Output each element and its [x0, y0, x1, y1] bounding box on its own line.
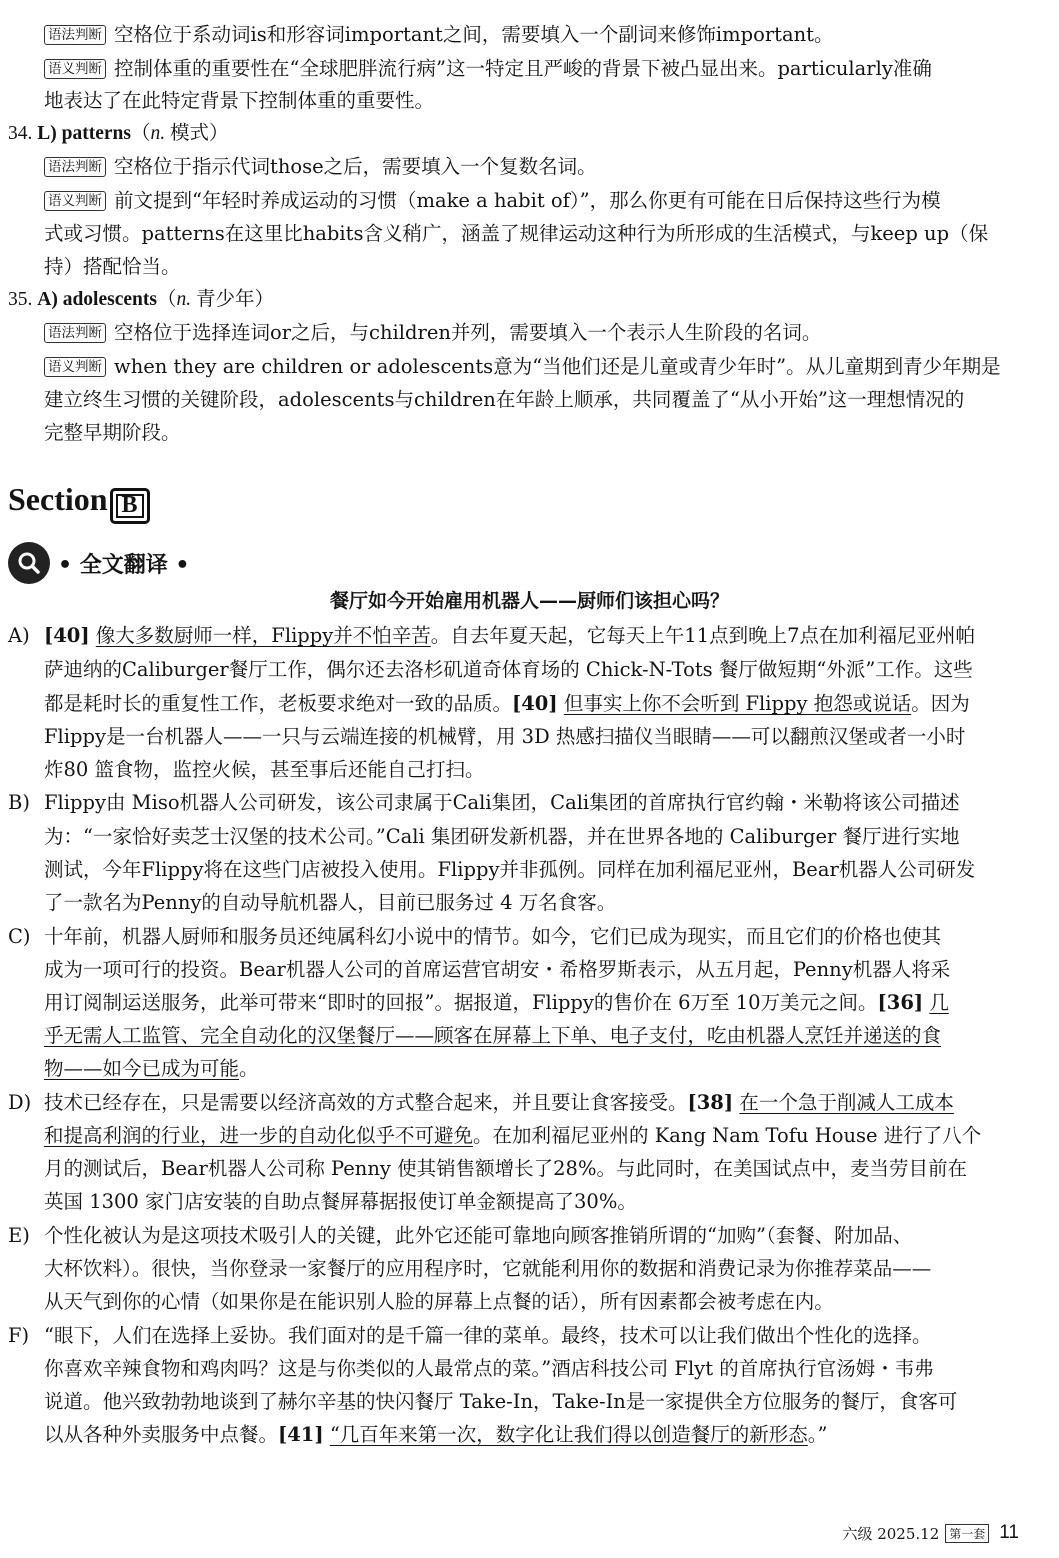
semantic-tag: 语义判断 — [44, 59, 106, 79]
paragraph-a-line: 炸80 篮食物，监控火候，甚至事后还能自己打扫。 — [44, 758, 485, 781]
semantic-tag: 语义判断 — [44, 357, 106, 377]
paragraph-f-line: 以从各种外卖服务中点餐。[41] “几百年来第一次，数字化让我们得以创造餐厅的新形态。” — [44, 1423, 828, 1446]
q34-grammar-line: 语法判断 空格位于指示代词those之后，需要填入一个复数名词。 — [44, 152, 597, 182]
paragraph-a-line: Flippy是一台机器人——一只与云端连接的机械臂，用 3D 热感扫描仪当眼睛——可以翻煎汉堡或者一小时 — [44, 725, 966, 748]
paragraph-a-line: 都是耗时长的重复性工作，老板要求绝对一致的品质。[40] 但事实上你不会听到 Flippy 抱怨或说话。因为 — [44, 692, 970, 715]
paragraph-b-line: Flippy由 Miso机器人公司研发，该公司隶属于Cali集团，Cali集团的首席执行官约翰・米勒将该公司描述 — [44, 791, 960, 814]
q35-semantic-cont: 完整早期阶段。 — [44, 421, 181, 444]
footer-volume: 第一套 — [945, 1524, 989, 1543]
paragraph-f-line: 说道。他兴致勃勃地谈到了赫尔辛基的快闪餐厅 Take-In，Take-In是一家提供全方位服务的餐厅，食客可 — [44, 1390, 958, 1413]
paragraph-c-line: 成为一项可行的投资。Bear机器人公司的首席运营官胡安・希格罗斯表示，从五月起，Penny机器人将采 — [44, 958, 951, 981]
paragraph-b-line: 了一款名为Penny的自动导航机器人，目前已服务过 4 万名食客。 — [44, 891, 617, 914]
paragraph-b-line: 为：“一家恰好卖芝士汉堡的技术公司。”Cali 集团研发新机器，并在世界各地的 Caliburger 餐厅进行实地 — [44, 825, 960, 848]
paragraph-e-line: 从天气到你的心情（如果你是在能识别人脸的屏幕上点餐的话），所有因素都会被考虑在内。 — [44, 1290, 834, 1313]
q35-semantic-cont: 建立终生习惯的关键阶段，adolescents与children在年龄上顺承，共同覆盖了“从小开始”这一理想情况的 — [44, 388, 965, 411]
paragraph-d-line: 英国 1300 家门店安装的自助点餐屏幕据报使订单金额提高了30%。 — [44, 1190, 637, 1213]
magnifier-icon — [8, 542, 50, 584]
paragraph-b-line: 测试，今年Flippy将在这些门店被投入使用。Flippy并非孤例。同样在加利福尼亚州，Bear机器人公司研发 — [44, 858, 976, 881]
paragraph-e: E) — [8, 1224, 30, 1247]
paragraph-a-line: [40] 像大多数厨师一样，Flippy并不怕辛苦。自去年夏天起，它每天上午11点到晚上7点在加利福尼亚州帕 — [44, 624, 976, 647]
footer-level: 六级 2025.12 — [842, 1524, 940, 1543]
q33-semantic-line: 语义判断 控制体重的重要性在“全球肥胖流行病”这一特定且严峻的背景下被凸显出来。particularly准确 — [44, 54, 932, 84]
q35-semantic-line: 语义判断 when they are children or adolescents意为“当他们还是儿童或青少年时”。从儿童期到青少年期是 — [44, 352, 1001, 382]
paragraph-a: A) — [8, 624, 30, 647]
grammar-tag: 语法判断 — [44, 323, 106, 343]
page-number: 11 — [999, 1522, 1019, 1543]
q34-semantic-cont: 式或习惯。patterns在这里比habits含义稍广，涵盖了规律运动这种行为所形成的生活模式，与keep up（保 — [44, 222, 989, 245]
paragraph-c: C) — [8, 925, 31, 948]
grammar-tag: 语法判断 — [44, 25, 106, 45]
paragraph-e-line: 个性化被认为是这项技术吸引人的关键，此外它还能可靠地向顾客推销所谓的“加购”（套餐、附加品、 — [44, 1224, 913, 1247]
page-footer — [842, 1522, 1019, 1544]
q33-grammar-line: 语法判断 空格位于系动词is和形容词important之间，需要填入一个副词来修饰important。 — [44, 20, 834, 50]
paragraph-b: B) — [8, 791, 30, 814]
q34-answer: 34. L) patterns（n. 模式） — [8, 123, 229, 144]
paragraph-a-line: 萨迪纳的Caliburger餐厅工作，偶尔还去洛杉矶道奇体育场的 Chick-N-Tots 餐厅做短期“外派”工作。这些 — [44, 658, 973, 681]
semantic-tag: 语义判断 — [44, 191, 106, 211]
q33-semantic-cont: 地表达了在此特定背景下控制体重的重要性。 — [44, 89, 435, 112]
paragraph-d-line: 技术已经存在，只是需要以经济高效的方式整合起来，并且要让食客接受。[38] 在一个急于削减人工成本 — [44, 1091, 954, 1114]
article-title: 餐厅如今开始雇用机器人——厨师们该担心吗？ — [329, 590, 729, 612]
paragraph-c-line: 物——如今已成为可能。 — [44, 1057, 259, 1080]
paragraph-d-line: 和提高利润的行业，进一步的自动化似乎不可避免。在加利福尼亚州的 Kang Nam Tofu House 进行了八个 — [44, 1124, 982, 1147]
paragraph-d: D) — [8, 1091, 32, 1114]
grammar-tag: 语法判断 — [44, 157, 106, 177]
paragraph-c-line: 乎无需人工监管、完全自动化的汉堡餐厅——顾客在屏幕上下单、电子支付，吃由机器人烹饪并递送的食 — [44, 1024, 942, 1047]
section-letter-box: B — [110, 488, 150, 524]
paragraph-c-line: 用订阅制运送服务，此举可带来“即时的回报”。据报道，Flippy的售价在 6万至 10万美元之间。[36] 几 — [44, 991, 949, 1014]
q34-semantic-cont: 持）搭配恰当。 — [44, 255, 181, 278]
paragraph-f-line: “眼下，人们在选择上妥协。我们面对的是千篇一律的菜单。最终，技术可以让我们做出个性化的选择。 — [44, 1324, 932, 1347]
paragraph-e-line: 大杯饮料）。很快，当你登录一家餐厅的应用程序时，它就能利用你的数据和消费记录为你推荐菜品—— — [44, 1257, 932, 1280]
q34-semantic-line: 语义判断 前文提到“年轻时养成运动的习惯（make a habit of）”，那么你更有可能在日后保持这些行为模 — [44, 186, 941, 216]
paragraph-f-line: 你喜欢辛辣食物和鸡肉吗？这是与你类似的人最常点的菜。”酒店科技公司 Flyt 的首席执行官汤姆・韦弗 — [44, 1357, 934, 1380]
paragraph-d-line: 月的测试后，Bear机器人公司称 Penny 使其销售额增长了28%。与此同时，在美国试点中，麦当劳目前在 — [44, 1157, 967, 1180]
q35-answer: 35. A) adolescents（n. 青少年） — [8, 289, 274, 310]
translation-heading: • 全文翻译 • — [8, 541, 189, 585]
q35-grammar-line: 语法判断 空格位于选择连词or之后，与children并列，需要填入一个表示人生阶段的名词。 — [44, 318, 821, 348]
section-heading: Section B — [8, 481, 150, 524]
paragraph-c-line: 十年前，机器人厨师和服务员还纯属科幻小说中的情节。如今，它们已成为现实，而且它们的价格也使其 — [44, 925, 942, 948]
paragraph-f: F) — [8, 1324, 30, 1347]
